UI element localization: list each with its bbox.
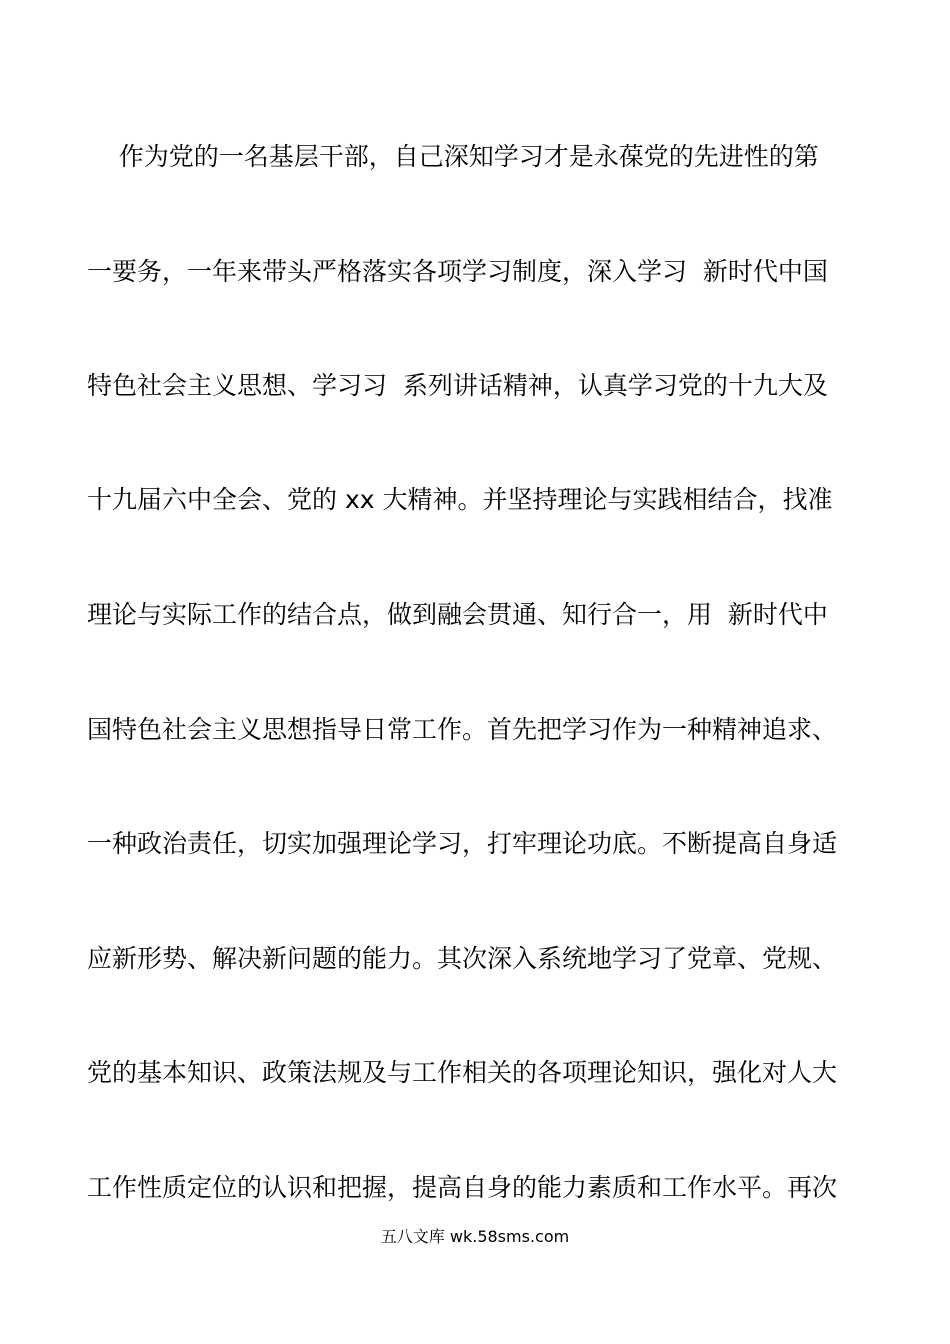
paragraph-line: 一种政治责任，切实加强理论学习，打牢理论功底。不断提高自身适 [87, 829, 838, 858]
paragraph-line: 国特色社会主义思想指导日常工作。首先把学习作为一种精神追求、 [87, 715, 838, 744]
paragraph-line: 十九届六中全会、党的 xx 大精神。并坚持理论与实践相结合，找准 [87, 485, 833, 514]
paragraph-line: 应新形势、解决新问题的能力。其次深入系统地学习了党章、党规、 [87, 944, 838, 973]
paragraph-line: 作为党的一名基层干部，自己深知学习才是永葆党的先进性的第 [87, 142, 819, 171]
paragraph-line: 一要务，一年来带头严格落实各项学习制度，深入学习 新时代中国 [87, 257, 828, 286]
page-footer-source: 五八文库 wk.58sms.com [380, 1227, 570, 1246]
paragraph-line: 理论与实际工作的结合点，做到融会贯通、知行合一，用 新时代中 [87, 600, 828, 629]
paragraph-line: 特色社会主义思想、学习习 系列讲话精神，认真学习党的十九大及 [87, 371, 828, 400]
paragraph-line: 工作性质定位的认识和把握，提高自身的能力素质和工作水平。再次 [87, 1173, 838, 1202]
paragraph-line: 党的基本知识、政策法规及与工作相关的各项理论知识，强化对人大 [87, 1058, 838, 1087]
